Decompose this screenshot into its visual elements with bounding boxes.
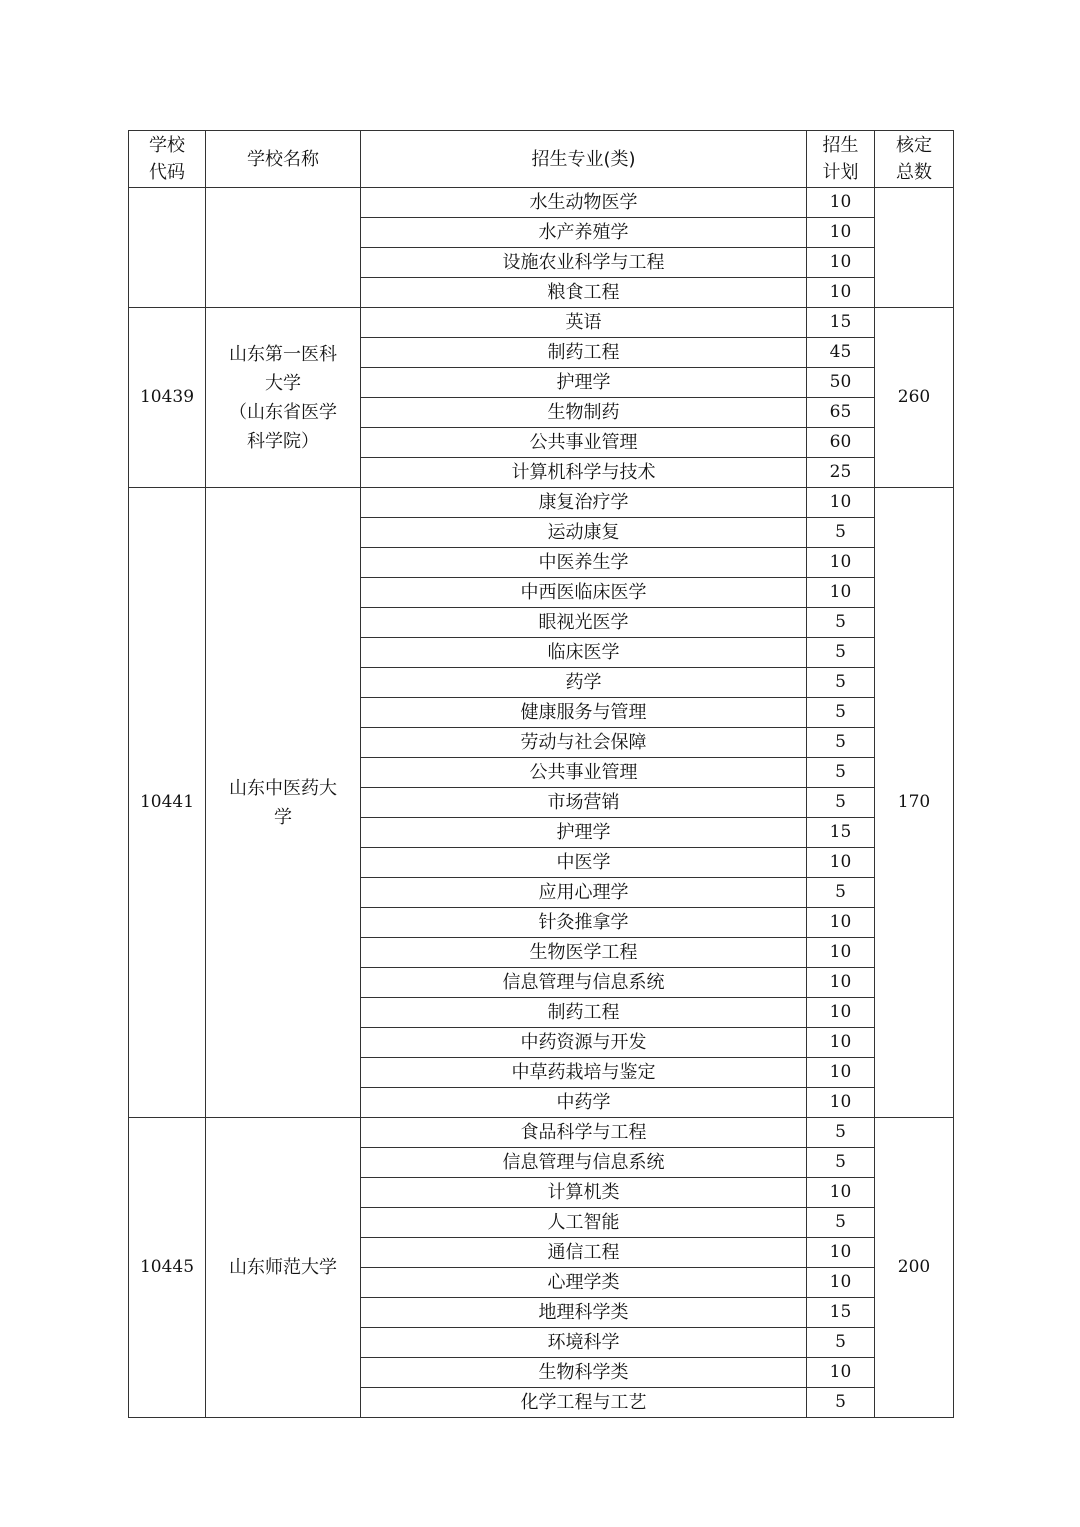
- school-name-line: 山东师范大学: [229, 1257, 337, 1278]
- plan-cell: 5: [807, 788, 875, 818]
- school-code-cell: [129, 188, 206, 308]
- plan-cell: 10: [807, 1028, 875, 1058]
- major-cell: 生物制药: [361, 398, 807, 428]
- plan-cell: 10: [807, 1268, 875, 1298]
- plan-cell: 65: [807, 398, 875, 428]
- major-cell: 设施农业科学与工程: [361, 248, 807, 278]
- header-row: [129, 131, 954, 188]
- total-cell: 170: [875, 488, 954, 1118]
- plan-cell: 5: [807, 1118, 875, 1148]
- school-name-line: 大学: [265, 372, 301, 394]
- major-cell: 中医养生学: [361, 548, 807, 578]
- table-row: [129, 308, 954, 338]
- school-code-cell: 10445: [129, 1118, 206, 1418]
- table-row: [129, 188, 954, 218]
- table-body: [129, 188, 954, 1418]
- school-name-cell: [206, 308, 361, 488]
- major-cell: 水产养殖学: [361, 218, 807, 248]
- school-name-line: （山东省医学: [229, 401, 337, 423]
- total-cell: [875, 188, 954, 308]
- major-cell: 健康服务与管理: [361, 698, 807, 728]
- major-cell: 食品科学与工程: [361, 1118, 807, 1148]
- plan-cell: 15: [807, 308, 875, 338]
- major-cell: 应用心理学: [361, 878, 807, 908]
- plan-cell: 10: [807, 938, 875, 968]
- plan-cell: 60: [807, 428, 875, 458]
- enrollment-plan-table: [128, 130, 954, 1418]
- plan-cell: 15: [807, 1298, 875, 1328]
- school-name-line: 学: [274, 806, 292, 828]
- header-plan-line1: 招生: [822, 135, 859, 156]
- major-cell: 计算机科学与技术: [361, 458, 807, 488]
- school-name-cell: [206, 1118, 361, 1418]
- school-code-cell: 10439: [129, 308, 206, 488]
- major-cell: 生物医学工程: [361, 938, 807, 968]
- major-cell: 英语: [361, 308, 807, 338]
- header-plan: [807, 131, 875, 188]
- total-cell: 260: [875, 308, 954, 488]
- plan-cell: 10: [807, 278, 875, 308]
- total-cell: 200: [875, 1118, 954, 1418]
- major-cell: 康复治疗学: [361, 488, 807, 518]
- header-major: [361, 131, 807, 188]
- plan-cell: 5: [807, 518, 875, 548]
- major-cell: 地理科学类: [361, 1298, 807, 1328]
- major-cell: 水生动物医学: [361, 188, 807, 218]
- major-cell: 眼视光医学: [361, 608, 807, 638]
- plan-cell: 50: [807, 368, 875, 398]
- major-cell: 信息管理与信息系统: [361, 1148, 807, 1178]
- header-total-line1: 核定: [896, 135, 932, 156]
- plan-cell: 10: [807, 908, 875, 938]
- major-cell: 公共事业管理: [361, 428, 807, 458]
- plan-cell: 5: [807, 758, 875, 788]
- major-cell: 公共事业管理: [361, 758, 807, 788]
- major-cell: 中草药栽培与鉴定: [361, 1058, 807, 1088]
- major-cell: 临床医学: [361, 638, 807, 668]
- major-cell: 市场营销: [361, 788, 807, 818]
- school-name-line: 科学院）: [247, 430, 319, 452]
- plan-cell: 15: [807, 818, 875, 848]
- major-cell: 药学: [361, 668, 807, 698]
- header-name-text: 学校名称: [247, 148, 319, 170]
- major-cell: 生物科学类: [361, 1358, 807, 1388]
- major-cell: 护理学: [361, 368, 807, 398]
- plan-cell: 5: [807, 638, 875, 668]
- plan-cell: 10: [807, 188, 875, 218]
- plan-cell: 5: [807, 1208, 875, 1238]
- major-cell: 计算机类: [361, 1178, 807, 1208]
- major-cell: 环境科学: [361, 1328, 807, 1358]
- plan-cell: 5: [807, 728, 875, 758]
- major-cell: 护理学: [361, 818, 807, 848]
- plan-cell: 10: [807, 1088, 875, 1118]
- header-code-line1: 学校: [149, 135, 185, 156]
- plan-cell: 5: [807, 1328, 875, 1358]
- header-total: [875, 131, 954, 188]
- major-cell: 信息管理与信息系统: [361, 968, 807, 998]
- header-total-line2: 总数: [896, 162, 932, 183]
- major-cell: 通信工程: [361, 1238, 807, 1268]
- plan-cell: 10: [807, 1058, 875, 1088]
- plan-cell: 5: [807, 878, 875, 908]
- plan-cell: 10: [807, 968, 875, 998]
- table-row: [129, 1118, 954, 1148]
- table-row: [129, 488, 954, 518]
- plan-cell: 45: [807, 338, 875, 368]
- school-name-cell: [206, 188, 361, 308]
- plan-cell: 5: [807, 1148, 875, 1178]
- header-school-name: [206, 131, 361, 188]
- header-code-line2: 代码: [149, 162, 185, 183]
- major-cell: 制药工程: [361, 338, 807, 368]
- plan-cell: 10: [807, 548, 875, 578]
- header-major-text: 招生专业(类): [531, 148, 636, 170]
- major-cell: 运动康复: [361, 518, 807, 548]
- school-name-line: 山东中医药大: [229, 777, 337, 799]
- plan-cell: 10: [807, 248, 875, 278]
- major-cell: 劳动与社会保障: [361, 728, 807, 758]
- plan-cell: 10: [807, 848, 875, 878]
- header-plan-line2: 计划: [822, 162, 859, 183]
- plan-cell: 10: [807, 1358, 875, 1388]
- plan-cell: 5: [807, 608, 875, 638]
- plan-cell: 10: [807, 488, 875, 518]
- plan-cell: 10: [807, 578, 875, 608]
- major-cell: 中医学: [361, 848, 807, 878]
- header-school-code: [129, 131, 206, 188]
- major-cell: 粮食工程: [361, 278, 807, 308]
- major-cell: 中西医临床医学: [361, 578, 807, 608]
- plan-cell: 25: [807, 458, 875, 488]
- major-cell: 针灸推拿学: [361, 908, 807, 938]
- school-name-cell: [206, 488, 361, 1118]
- plan-cell: 5: [807, 1388, 875, 1418]
- major-cell: 心理学类: [361, 1268, 807, 1298]
- plan-cell: 10: [807, 1178, 875, 1208]
- school-name-line: 山东第一医科: [229, 343, 337, 365]
- plan-cell: 5: [807, 668, 875, 698]
- major-cell: 人工智能: [361, 1208, 807, 1238]
- major-cell: 制药工程: [361, 998, 807, 1028]
- major-cell: 中药资源与开发: [361, 1028, 807, 1058]
- major-cell: 化学工程与工艺: [361, 1388, 807, 1418]
- school-code-cell: 10441: [129, 488, 206, 1118]
- major-cell: 中药学: [361, 1088, 807, 1118]
- plan-cell: 10: [807, 218, 875, 248]
- plan-cell: 10: [807, 998, 875, 1028]
- plan-cell: 5: [807, 698, 875, 728]
- plan-cell: 10: [807, 1238, 875, 1268]
